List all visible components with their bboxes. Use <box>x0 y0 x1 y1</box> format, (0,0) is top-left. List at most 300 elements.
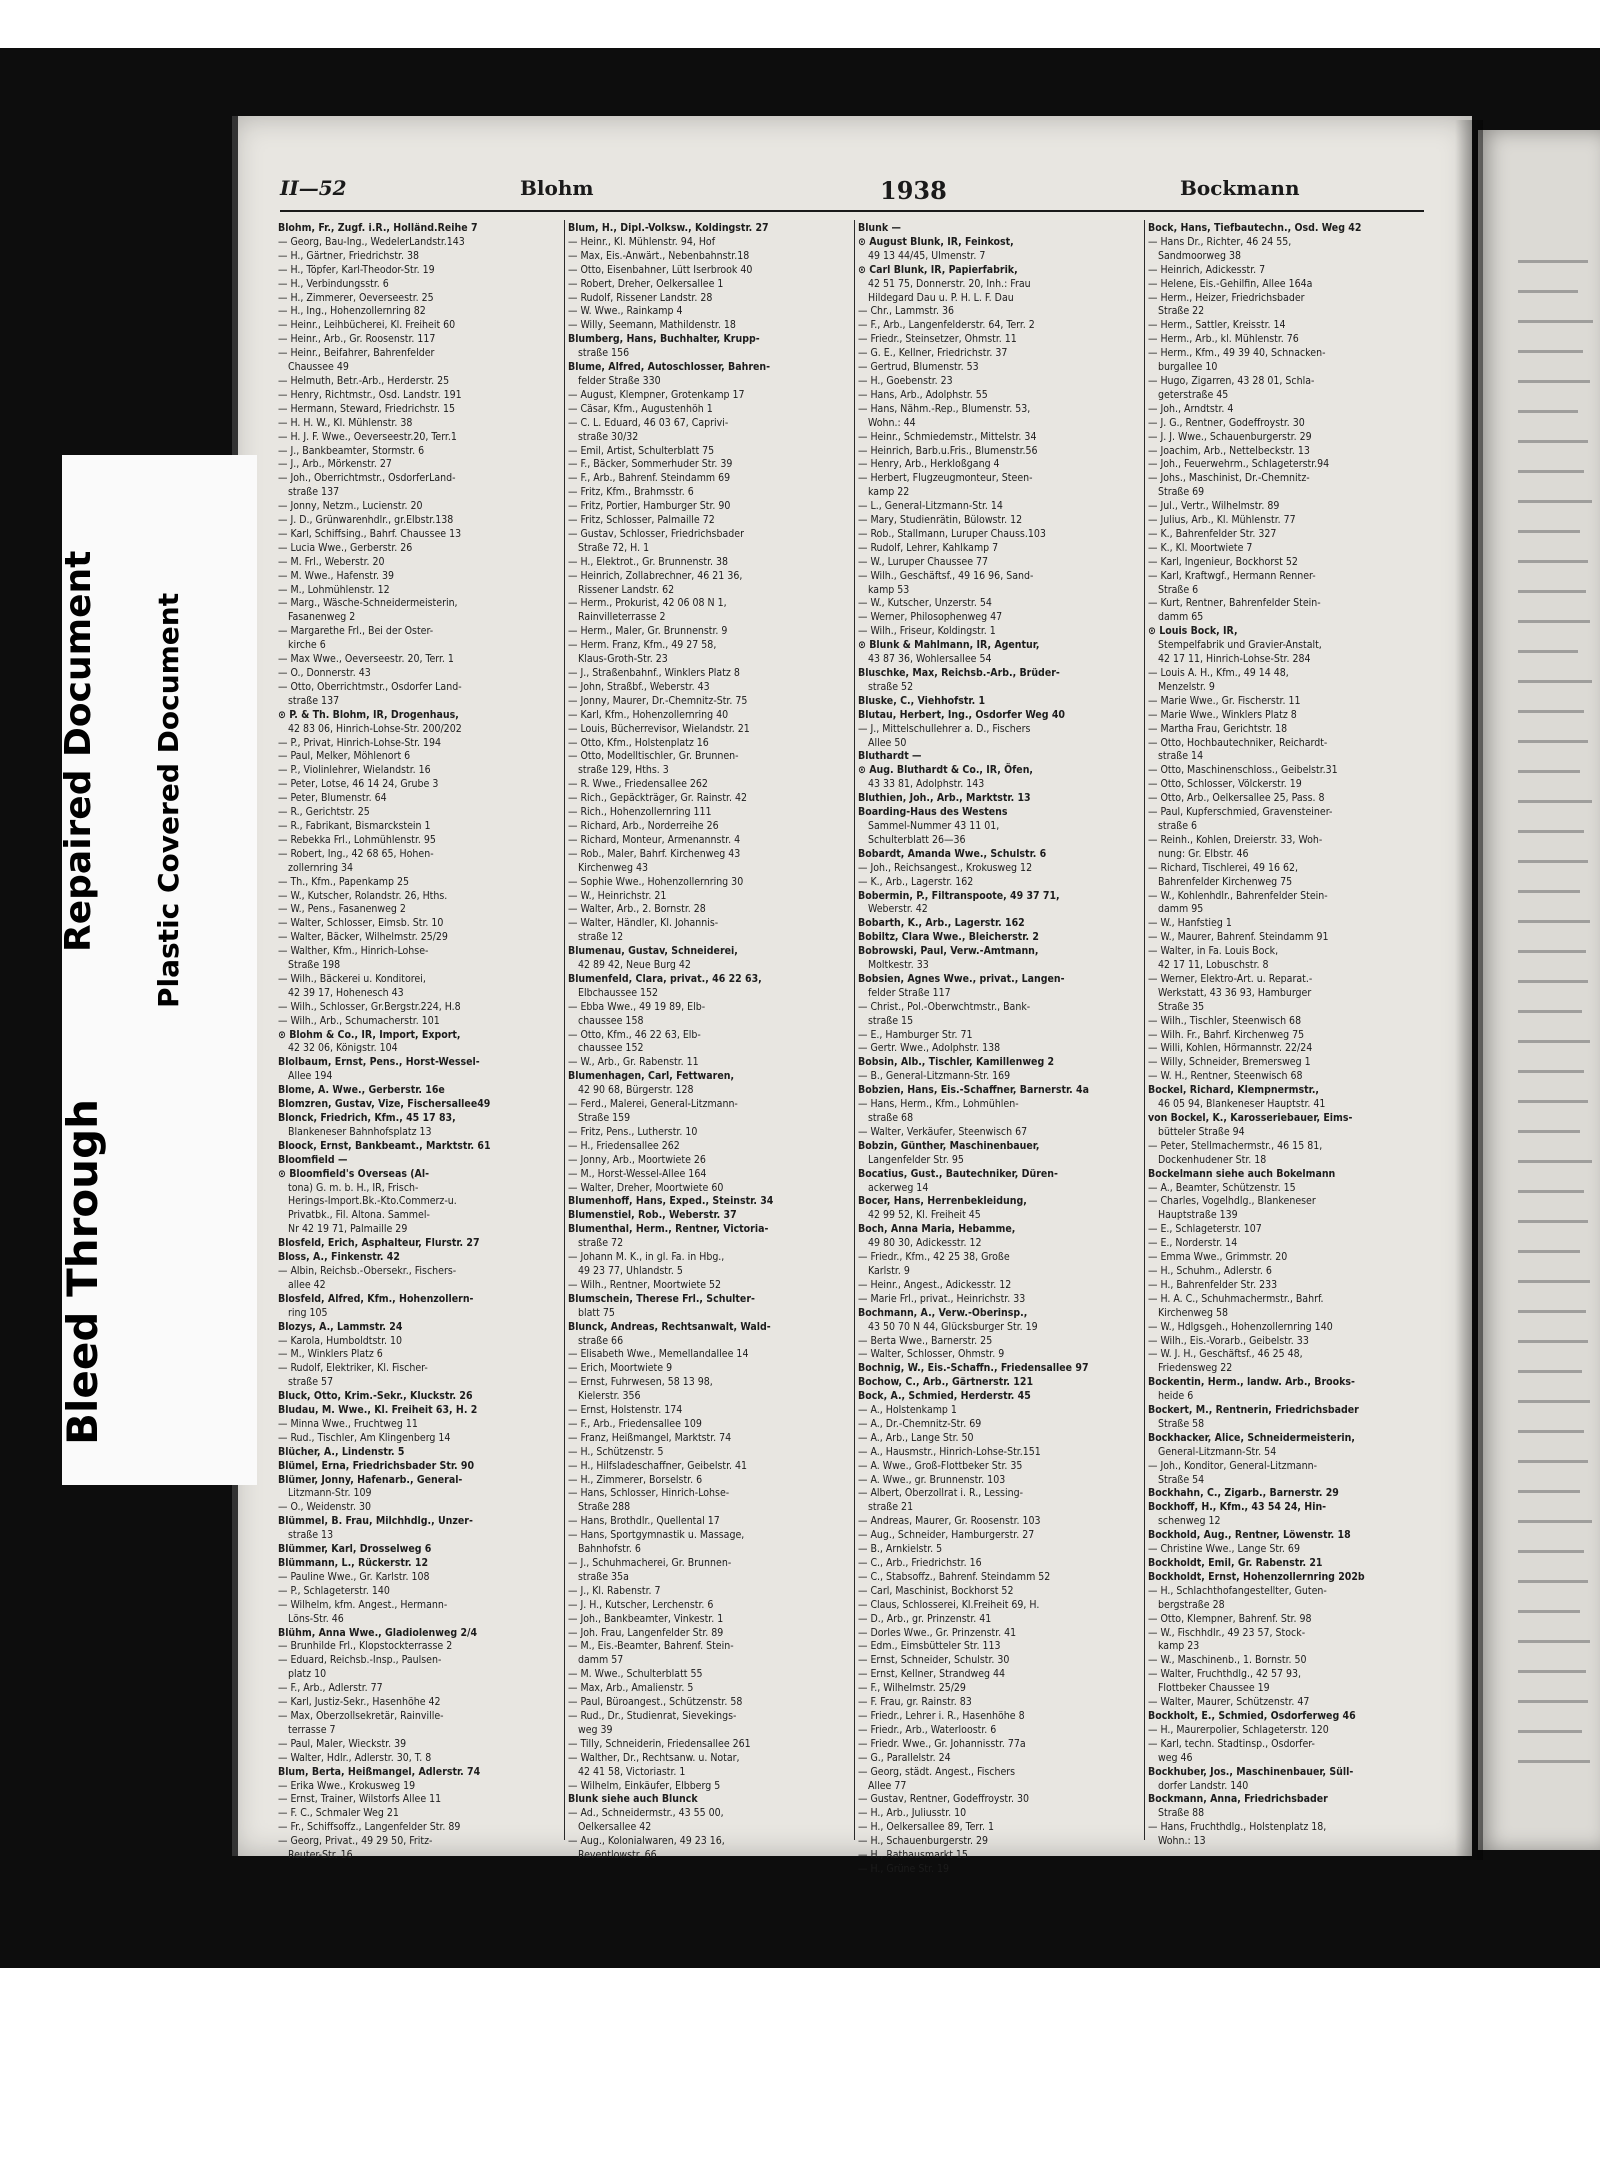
directory-entry: Bahnhofstr. 6 <box>578 1543 641 1556</box>
directory-entry: Straße 159 <box>578 1112 631 1124</box>
directory-entry: — Erich, Moortwiete 9 <box>568 1362 673 1375</box>
directory-entry: — W., Kutscher, Rolandstr. 26, Hths. <box>278 889 448 902</box>
directory-entry: — Claus, Schlosserei, Kl.Freiheit 69, H. <box>858 1598 1040 1611</box>
directory-entry: — Fritz, Portier, Hamburger Str. 90 <box>568 500 731 513</box>
directory-entry: — Walter, Hdlr., Adlerstr. 30, T. 8 <box>278 1751 432 1764</box>
directory-entry: — G. E., Kellner, Friedrichstr. 37 <box>858 347 1008 360</box>
directory-entry: Bloomfield — <box>278 1153 348 1166</box>
directory-entry: Blücher, A., Lindenstr. 5 <box>278 1445 405 1458</box>
directory-entry: straße 137 <box>288 486 340 499</box>
directory-entry: 42 83 06, Hinrich-Lohse-Str. 200/202 <box>288 722 462 735</box>
directory-entry: Bobermin, P., Filtranspoote, 49 37 71, <box>858 889 1060 902</box>
directory-entry: Hildegard Dau u. P. H. L. F. Dau <box>868 291 1014 304</box>
directory-entry: — Wilh., Tischler, Steenwisch 68 <box>1148 1014 1302 1027</box>
directory-entry: damm 95 <box>1158 903 1204 916</box>
directory-entry: — Herm., Arb., kl. Mühlenstr. 76 <box>1148 333 1299 346</box>
directory-entry: — Max, Arb., Amalienstr. 5 <box>568 1682 694 1695</box>
directory-entry: Klaus-Groth-Str. 23 <box>578 653 668 666</box>
directory-entry: straße 57 <box>288 1376 334 1389</box>
directory-entry: — W., Hanfstieg 1 <box>1148 917 1232 930</box>
directory-entry: — H., Zimmerer, Borselstr. 6 <box>568 1473 703 1486</box>
directory-entry: — Willy, Schneider, Bremersweg 1 <box>1148 1056 1311 1069</box>
directory-entry: Blumenhagen, Carl, Fettwaren, <box>568 1070 735 1083</box>
directory-entry: Blunk — <box>858 222 901 234</box>
plastic-covered-label: Plastic Covered Document <box>152 592 185 1008</box>
directory-entry: — Johann M. K., in gl. Fa. in Hbg., <box>568 1251 725 1264</box>
directory-entry: Blunck, Andreas, Rechtsanwalt, Wald- <box>568 1320 771 1333</box>
directory-entry: — Henry, Richtmstr., Osd. Landstr. 191 <box>278 388 462 401</box>
directory-entry: — Joh., Reichsangest., Krokusweg 12 <box>858 861 1033 874</box>
directory-entry: Blolbaum, Ernst, Pens., Horst-Wessel- <box>278 1056 480 1069</box>
directory-entry: straße 156 <box>578 347 630 360</box>
directory-entry: Blozys, A., Lammstr. 24 <box>278 1320 403 1333</box>
directory-entry: — H., Schlachthofangestellter, Guten- <box>1148 1584 1327 1597</box>
directory-entry: — W., Kutscher, Unzerstr. 54 <box>858 597 992 610</box>
directory-entry: — Willi, Kohlen, Hörmannstr. 22/24 <box>1148 1042 1313 1055</box>
directory-entry: 42 51 75, Donnerstr. 20, Inh.: Frau <box>868 277 1031 290</box>
directory-entry: — Tilly, Schneiderin, Friedensallee 261 <box>568 1737 751 1750</box>
directory-entry: — F., Arb., Adlerstr. 77 <box>278 1682 383 1695</box>
directory-entry: Moltkestr. 33 <box>868 959 929 972</box>
directory-entry: — F., Wilhelmstr. 25/29 <box>858 1682 966 1695</box>
directory-entry: — Paul, Kupferschmied, Gravensteiner- <box>1148 806 1333 819</box>
directory-entry: — F., Arb., Bahrenf. Steindamm 69 <box>568 472 731 485</box>
directory-entry: — H., Schuhm., Adlerstr. 6 <box>1148 1264 1272 1277</box>
directory-entry: Straße 35 <box>1158 1000 1205 1013</box>
directory-entry: — M., Eis.-Beamter, Bahrenf. Stein- <box>568 1640 734 1653</box>
directory-entry: — Gertr. Wwe., Adolphstr. 138 <box>858 1042 1001 1055</box>
directory-entry: — Karl, Kfm., Hohenzollernring 40 <box>568 708 729 721</box>
directory-entry: — H. J. F. Wwe., Oeverseestr.20, Terr.1 <box>278 430 457 443</box>
directory-entry: burgallee 10 <box>1158 361 1218 374</box>
directory-entry: terrasse 7 <box>288 1723 336 1736</box>
directory-entry: — Otto, Arb., Oelkersallee 25, Pass. 8 <box>1148 792 1325 805</box>
directory-entry: — Hans, Herm., Kfm., Lohmühlen- <box>858 1098 1019 1111</box>
directory-entry: — Otto, Modelltischler, Gr. Brunnen- <box>568 750 739 763</box>
directory-entry: — Otto, Kfm., 46 22 63, Elb- <box>568 1028 701 1041</box>
directory-entry: — C., Stabsoffz., Bahrenf. Steindamm 52 <box>858 1570 1051 1583</box>
directory-entry: — Heinr., Kl. Mühlenstr. 94, Hof <box>568 235 716 248</box>
page-number: II—52 <box>280 176 347 200</box>
directory-entry: — H., Goebenstr. 23 <box>858 374 953 387</box>
directory-entry: chaussee 158 <box>578 1014 644 1027</box>
directory-entry: Langenfelder Str. 95 <box>868 1153 964 1166</box>
directory-entry: — Marie Wwe., Winklers Platz 8 <box>1148 708 1297 721</box>
directory-entry: 42 17 11, Hinrich-Lohse-Str. 284 <box>1158 653 1311 666</box>
directory-entry: — W., Heinrichstr. 21 <box>568 889 667 902</box>
directory-entry: ackerweg 14 <box>868 1181 929 1194</box>
directory-entry: Blumenthal, Herm., Rentner, Victoria- <box>568 1223 769 1236</box>
directory-entry: Boarding-Haus des Westens <box>858 806 1008 819</box>
left-running-head: Blohm <box>520 176 594 200</box>
directory-entry: — Rob., Stallmann, Luruper Chauss.103 <box>858 527 1046 540</box>
directory-entry: — Otto, Eisenbahner, Lütt Iserbrook 40 <box>568 263 753 276</box>
directory-entry: blatt 75 <box>578 1306 615 1319</box>
directory-entry: dorfer Landstr. 140 <box>1158 1779 1249 1792</box>
directory-entry: Straße 88 <box>1158 1807 1205 1820</box>
directory-entry: Löns-Str. 46 <box>288 1612 344 1625</box>
directory-entry: — Dorles Wwe., Gr. Prinzenstr. 41 <box>858 1626 1017 1639</box>
directory-entry: — Rud., Dr., Studienrat, Sievekings- <box>568 1709 737 1722</box>
directory-entry: — Willy, Seemann, Mathildenstr. 18 <box>568 319 736 332</box>
directory-entry: straße 66 <box>578 1334 624 1347</box>
directory-entry: — Wilh., Geschäftsf., 49 16 96, Sand- <box>858 569 1034 582</box>
directory-entry: — Kurt, Rentner, Bahrenfelder Stein- <box>1148 597 1321 610</box>
directory-entry: — Pauline Wwe., Gr. Karlstr. 108 <box>278 1570 430 1583</box>
directory-entry: — Rob., Maler, Bahrf. Kirchenweg 43 <box>568 847 741 860</box>
directory-entry: — J. H., Kutscher, Lerchenstr. 6 <box>568 1598 714 1611</box>
directory-entry: — Fritz, Schlosser, Palmaille 72 <box>568 514 715 527</box>
directory-entry: geterstraße 45 <box>1158 388 1229 401</box>
directory-entry: platz 10 <box>288 1668 327 1681</box>
directory-entry: — Eduard, Reichsb.-Insp., Paulsen- <box>278 1654 442 1667</box>
directory-entry: straße 72 <box>578 1237 624 1250</box>
directory-entry: — Louis A. H., Kfm., 49 14 48, <box>1148 667 1289 679</box>
directory-entry: Chaussee 49 <box>288 361 349 374</box>
directory-entry: straße 14 <box>1158 750 1204 763</box>
directory-entry: — B., Arnkielstr. 5 <box>858 1543 943 1556</box>
directory-entry: — Richard, Arb., Norderreihe 26 <box>568 819 719 832</box>
directory-entry: — Ferd., Malerei, General-Litzmann- <box>568 1098 738 1111</box>
directory-entry: — Otto, Kfm., Holstenplatz 16 <box>568 736 709 749</box>
directory-entry: — H., Grüne Str. 19 <box>858 1862 949 1875</box>
directory-entry: — Werner, Philosophenweg 47 <box>858 611 1003 624</box>
directory-entry: Bobsin, Alb., Tischler, Kamillenweg 2 <box>858 1056 1055 1069</box>
directory-entry: — Charles, Vogelhdlg., Blankeneser <box>1148 1195 1316 1208</box>
directory-entry: — A., Holstenkamp 1 <box>858 1404 957 1417</box>
directory-entry: — Walter, Maurer, Schützenstr. 47 <box>1148 1696 1310 1709</box>
directory-entry: ⊙ Carl Blunk, IR, Papierfabrik, <box>858 263 1018 276</box>
directory-entry: — Walter, Verkäufer, Steenwisch 67 <box>858 1125 1028 1138</box>
directory-entry: — Reinh., Kohlen, Dreierstr. 33, Woh- <box>1148 833 1323 846</box>
directory-entry: Bochmann, A., Verw.-Oberinsp., <box>858 1306 1028 1319</box>
directory-entry: — A. Wwe., Groß-Flottbeker Str. 35 <box>858 1459 1023 1472</box>
directory-entry: — Ernst, Holstenstr. 174 <box>568 1404 683 1417</box>
directory-entry: Blosfeld, Erich, Asphalteur, Flurstr. 27 <box>278 1237 480 1250</box>
directory-entry: — Otto, Oberrichtmstr., Osdorfer Land- <box>278 680 462 693</box>
directory-entry: — Hans, Schlosser, Hinrich-Lohse- <box>568 1487 730 1500</box>
directory-entry: — Albert, Oberzollrat i. R., Lessing- <box>858 1487 1023 1500</box>
directory-entry: Boch, Anna Maria, Hebamme, <box>858 1223 1016 1236</box>
directory-entry: Blümer, Jonny, Hafenarb., General- <box>278 1473 463 1486</box>
directory-entry: kamp 53 <box>868 583 910 596</box>
directory-entry: Oelkersallee 42 <box>578 1821 652 1834</box>
directory-entry: Kielerstr. 356 <box>578 1390 641 1403</box>
directory-entry: — W., Maurer, Bahrenf. Steindamm 91 <box>1148 931 1329 944</box>
directory-entry: — Ernst, Schneider, Schulstr. 30 <box>858 1654 1010 1667</box>
directory-entry: — Andreas, Maurer, Gr. Roosenstr. 103 <box>858 1515 1041 1528</box>
directory-entry: — H., Elektrot., Gr. Brunnenstr. 38 <box>568 555 728 568</box>
directory-entry: Blühm, Anna Wwe., Gladiolenweg 2/4 <box>278 1626 478 1639</box>
directory-entry: Bluschke, Max, Reichsb.-Arb., Brüder- <box>858 667 1060 679</box>
directory-entry: — F., Arb., Friedensallee 109 <box>568 1417 702 1430</box>
directory-entry: — Lucia Wwe., Gerberstr. 26 <box>278 541 413 554</box>
directory-entry: Blumberg, Hans, Buchhalter, Krupp- <box>568 333 760 346</box>
directory-entry: — Walter, Schlosser, Eimsb. Str. 10 <box>278 917 444 930</box>
directory-entry: 49 80 30, Adickesstr. 12 <box>868 1237 982 1250</box>
directory-entry: — L., General-Litzmann-Str. 14 <box>858 500 1003 513</box>
directory-entry: — Walther, Kfm., Hinrich-Lohse- <box>278 945 429 958</box>
directory-entry: — H., Töpfer, Karl-Theodor-Str. 19 <box>278 263 435 276</box>
directory-entry: — Heinrich, Zollabrechner, 46 21 36, <box>568 569 743 582</box>
directory-entry: — Paul, Büroangest., Schützenstr. 58 <box>568 1696 743 1709</box>
directory-entry: — Joh., Arndtstr. 4 <box>1148 402 1234 415</box>
directory-entry: — P., Privat, Hinrich-Lohse-Str. 194 <box>278 736 442 749</box>
directory-entry: — R., Fabrikant, Bismarckstein 1 <box>278 819 431 832</box>
directory-entry: — Wilh., Friseur, Koldingstr. 1 <box>858 625 996 638</box>
directory-entry: Bobiltz, Clara Wwe., Bleicherstr. 2 <box>858 931 1039 944</box>
directory-entry: allee 42 <box>288 1278 326 1291</box>
directory-entry: Litzmann-Str. 109 <box>288 1487 372 1500</box>
directory-entry: — Gustav, Schlosser, Friedrichsbader <box>568 527 744 540</box>
directory-entry: — Herm. Franz, Kfm., 49 27 58, <box>568 639 717 652</box>
directory-entry: — H., Schauenburgerstr. 29 <box>858 1835 989 1848</box>
directory-entry: straße 6 <box>1158 819 1198 832</box>
directory-entry: — John, Straßbf., Weberstr. 43 <box>568 680 710 693</box>
directory-entry: Blumenau, Gustav, Schneiderei, <box>568 945 738 958</box>
directory-entry: kamp 23 <box>1158 1640 1200 1653</box>
directory-entry: Bockert, M., Rentnerin, Friedrichsbader <box>1148 1404 1359 1417</box>
directory-entry: — Ebba Wwe., 49 19 89, Elb- <box>568 1000 706 1013</box>
directory-entry: Dockenhudener Str. 18 <box>1158 1153 1267 1166</box>
directory-entry: — Heinr., Angest., Adickesstr. 12 <box>858 1278 1012 1291</box>
directory-entry: Bobarth, K., Arb., Lagerstr. 162 <box>858 917 1025 930</box>
directory-entry: — Marie Frl., privat., Heinrichstr. 33 <box>858 1292 1026 1305</box>
directory-entry: — Hugo, Zigarren, 43 28 01, Schla- <box>1148 374 1315 387</box>
directory-entry: — Fritz, Kfm., Brahmsstr. 6 <box>568 486 694 499</box>
directory-entry: Bloss, A., Finkenstr. 42 <box>278 1251 400 1264</box>
directory-entry: Allee 77 <box>868 1779 907 1792</box>
directory-entry: — Otto, Klempner, Bahrenf. Str. 98 <box>1148 1612 1312 1625</box>
directory-entry: — J., Arb., Mörkenstr. 27 <box>278 458 392 471</box>
directory-entry: Schulterblatt 26—36 <box>868 833 966 846</box>
directory-entry: — Friedr., Kfm., 42 25 38, Große <box>858 1251 1010 1264</box>
directory-entry: Bockholdt, Ernst, Hohenzollernring 202b <box>1148 1570 1365 1583</box>
directory-entry: — A., Arb., Lange Str. 50 <box>858 1431 974 1444</box>
directory-entry: — H., Maurerpolier, Schlageterstr. 120 <box>1148 1723 1329 1736</box>
directory-entry: — Martha Frau, Gerichtstr. 18 <box>1148 722 1288 735</box>
directory-entry: Straße 69 <box>1158 486 1205 499</box>
directory-entry: Blome, A. Wwe., Gerberstr. 16e <box>278 1084 445 1097</box>
directory-entry: — Robert, Dreher, Oelkersallee 1 <box>568 277 724 290</box>
directory-entry: — M. Frl., Weberstr. 20 <box>278 555 385 568</box>
directory-entry: — E., Norderstr. 14 <box>1148 1237 1238 1250</box>
directory-entry: 42 39 17, Hohenesch 43 <box>288 986 404 999</box>
directory-entry: — Margarethe Frl., Bei der Oster- <box>278 625 434 638</box>
directory-entry: kirche 6 <box>288 639 326 652</box>
directory-entry: Straße 6 <box>1158 583 1199 596</box>
directory-entry: weg 39 <box>578 1723 613 1736</box>
directory-entry: — Herm., Sattler, Kreisstr. 14 <box>1148 319 1286 332</box>
directory-entry: Friedensweg 22 <box>1158 1362 1233 1375</box>
directory-entry: Bockhold, Aug., Rentner, Löwenstr. 18 <box>1148 1529 1351 1542</box>
directory-entry: — Rich., Hohenzollernring 111 <box>568 806 712 819</box>
directory-entry: Blutau, Herbert, Ing., Osdorfer Weg 40 <box>858 708 1065 721</box>
directory-entry: 42 90 68, Bürgerstr. 128 <box>578 1084 694 1097</box>
directory-entry: — K., Arb., Lagerstr. 162 <box>858 875 974 888</box>
directory-entry: — Joh., Oberrichtmstr., OsdorferLand- <box>278 472 456 485</box>
directory-entry: — A., Dr.-Chemnitz-Str. 69 <box>858 1417 982 1430</box>
directory-entry: — Joh., Konditor, General-Litzmann- <box>1148 1459 1317 1472</box>
directory-entry: Blunk siehe auch Blunck <box>568 1793 698 1806</box>
directory-entry: Straße 22 <box>1158 305 1205 318</box>
directory-entry: — Franz, Heißmangel, Marktstr. 74 <box>568 1431 732 1444</box>
directory-entry: Bobzin, Günther, Maschinenbauer, <box>858 1139 1040 1152</box>
directory-entry: Straße 58 <box>1158 1417 1205 1430</box>
directory-entry: Wohn.: 44 <box>868 416 916 429</box>
directory-entry: — Rudolf, Lehrer, Kahlkamp 7 <box>858 541 999 554</box>
directory-entry: — W., Fischhdlr., 49 23 57, Stock- <box>1148 1626 1306 1639</box>
directory-entry: — Fritz, Pens., Lutherstr. 10 <box>568 1125 698 1138</box>
directory-entry: — Heinr., Schmiedemstr., Mittelstr. 34 <box>858 430 1037 443</box>
directory-entry: — Peter, Stellmachermstr., 46 15 81, <box>1148 1139 1323 1152</box>
directory-entry: 43 87 36, Wohlersallee 54 <box>868 653 992 666</box>
directory-entry: ⊙ P. & Th. Blohm, IR, Drogenhaus, <box>278 708 459 721</box>
directory-entry: Bockmann, Anna, Friedrichsbader <box>1148 1793 1328 1806</box>
directory-entry: — R., Gerichtstr. 25 <box>278 806 370 819</box>
directory-entry: — Karl, Schiffsing., Bahrf. Chaussee 13 <box>278 527 462 540</box>
directory-entry: — Karl, Ingenieur, Bockhorst 52 <box>1148 555 1298 568</box>
directory-entry: — Gertrud, Blumenstr. 53 <box>858 361 979 374</box>
directory-entry: Blum, H., Dipl.-Volksw., Koldingstr. 27 <box>568 222 769 234</box>
directory-entry: — Rud., Tischler, Am Klingenberg 14 <box>278 1431 451 1444</box>
directory-entry: — Henry, Arb., Herkloßgang 4 <box>858 458 1000 471</box>
directory-entry: Hauptstraße 139 <box>1158 1209 1238 1222</box>
directory-entry: Blum, Berta, Heißmangel, Adlerstr. 74 <box>278 1765 481 1778</box>
directory-entry: — F. C., Schmaler Weg 21 <box>278 1807 399 1820</box>
directory-entry: Blonck, Friedrich, Kfm., 45 17 83, <box>278 1112 456 1124</box>
directory-entry: — K., Bahrenfelder Str. 327 <box>1148 527 1277 540</box>
directory-entry: felder Straße 330 <box>578 374 661 387</box>
directory-entry: — Ernst, Trainer, Wilstorfs Allee 11 <box>278 1793 442 1806</box>
directory-entry: Blümel, Erna, Friedrichsbader Str. 90 <box>278 1459 475 1472</box>
directory-entry: Rainvilleterrasse 2 <box>578 611 666 624</box>
directory-entry: ⊙ Louis Bock, IR, <box>1148 625 1238 638</box>
directory-entry: — F., Bäcker, Sommerhuder Str. 39 <box>568 458 733 471</box>
directory-entry: — J. D., Grünwarenhdlr., gr.Elbstr.138 <box>278 514 454 527</box>
directory-entry: Blosfeld, Alfred, Kfm., Hohenzollern- <box>278 1292 474 1305</box>
directory-entry: — Jonny, Netzm., Lucienstr. 20 <box>278 500 423 513</box>
directory-entry: — J., Kl. Rabenstr. 7 <box>568 1584 661 1597</box>
directory-entry: — Jonny, Maurer, Dr.-Chemnitz-Str. 75 <box>568 694 748 707</box>
directory-entry: — Heinrich, Barb.u.Fris., Blumenstr.56 <box>858 444 1038 457</box>
directory-entry: — Georg, Privat., 49 29 50, Fritz- <box>278 1835 433 1848</box>
directory-entry: — H., Friedensallee 262 <box>568 1139 680 1152</box>
directory-entry: — O., Donnerstr. 43 <box>278 667 371 679</box>
directory-entry: Bock, A., Schmied, Herderstr. 45 <box>858 1390 1031 1403</box>
directory-entry: — Hans, Nähm.-Rep., Blumenstr. 53, <box>858 402 1031 415</box>
directory-entry: straße 68 <box>868 1112 914 1124</box>
directory-entry: — H., Zimmerer, Oeverseestr. 25 <box>278 291 434 304</box>
directory-entry: — Herbert, Flugzeugmonteur, Steen- <box>858 472 1033 485</box>
directory-entry: Reventlowstr. 66 <box>578 1849 657 1862</box>
directory-entry: — Brunhilde Frl., Klopstockterrasse 2 <box>278 1640 453 1653</box>
directory-entry: straße 52 <box>868 680 914 693</box>
directory-entry: Bobrowski, Paul, Verw.-Amtmann, <box>858 945 1039 958</box>
directory-entry: Bluthien, Joh., Arb., Marktstr. 13 <box>858 792 1031 805</box>
directory-entry: — H. A. C., Schuhmachermstr., Bahrf. <box>1148 1292 1324 1305</box>
directory-entry: Herings-Import.Bk.-Kto.Commerz-u. <box>288 1195 457 1208</box>
directory-entry: — Georg, Bau-Ing., WedelerLandstr.143 <box>278 235 465 248</box>
directory-entry: — H., Gärtner, Friedrichstr. 38 <box>278 249 419 262</box>
directory-entry: Blumenstiel, Rob., Weberstr. 37 <box>568 1209 737 1222</box>
directory-entry: — Elisabeth Wwe., Memellandallee 14 <box>568 1348 749 1361</box>
directory-entry: weg 46 <box>1158 1751 1193 1764</box>
directory-entry: ⊙ Bloomfield's Overseas (Al- <box>278 1167 430 1180</box>
directory-entry: Elbchaussee 152 <box>578 986 659 999</box>
directory-entry: — Richard, Monteur, Armenannstr. 4 <box>568 833 741 846</box>
directory-entry: — Wilhelm, kfm. Angest., Hermann- <box>278 1598 448 1611</box>
directory-entry: — Walter, in Fa. Louis Bock, <box>1148 945 1279 958</box>
directory-entry: Bock, Hans, Tiefbautechn., Osd. Weg 42 <box>1148 222 1362 234</box>
directory-entry: — A. Wwe., gr. Brunnenstr. 103 <box>858 1473 1006 1486</box>
directory-entry: straße 129, Hths. 3 <box>578 764 669 777</box>
directory-entry: Sammel-Nummer 43 11 01, <box>868 819 1000 832</box>
directory-entry: kamp 22 <box>868 486 910 499</box>
directory-entry: — Joachim, Arb., Nettelbeckstr. 13 <box>1148 444 1310 457</box>
directory-entry: — F., Arb., Langenfelderstr. 64, Terr. 2 <box>858 319 1035 332</box>
directory-entry: — Mary, Studienrätin, Bülowstr. 12 <box>858 514 1023 527</box>
directory-entry: — Rebekka Frl., Lohmühlenstr. 95 <box>278 833 436 846</box>
directory-entry: — Walter, Bäcker, Wilhelmstr. 25/29 <box>278 931 448 944</box>
directory-entry: tona) G. m. b. H., IR, Frisch- <box>288 1181 419 1194</box>
directory-entry: — H. H. W., Kl. Mühlenstr. 38 <box>278 416 413 429</box>
directory-entry: — Edm., Eimsbütteler Str. 113 <box>858 1640 1001 1653</box>
directory-entry: Straße 54 <box>1158 1473 1205 1486</box>
directory-entry: — K., Kl. Moortwiete 7 <box>1148 541 1253 554</box>
directory-entry: Bockhoff, H., Kfm., 43 54 24, Hin- <box>1148 1501 1327 1514</box>
directory-entry: — D., Arb., gr. Prinzenstr. 41 <box>858 1612 992 1625</box>
directory-entry: Bochnig, W., Eis.-Schaffn., Friedensallee 97 <box>858 1362 1089 1375</box>
directory-entry: Bockhacker, Alice, Schneidermeisterin, <box>1148 1431 1355 1444</box>
directory-entry: — Hans, Brothdlr., Quellental 17 <box>568 1515 720 1528</box>
directory-entry: Flottbeker Chaussee 19 <box>1158 1682 1270 1695</box>
directory-entry: 43 33 81, Adolphstr. 143 <box>868 778 985 791</box>
directory-entry: Bobsien, Agnes Wwe., privat., Langen- <box>858 972 1065 985</box>
directory-entry: — Paul, Maler, Wieckstr. 39 <box>278 1737 407 1750</box>
directory-entry: — Jul., Vertr., Wilhelmstr. 89 <box>1148 500 1280 513</box>
directory-entry: — Hans, Sportgymnastik u. Massage, <box>568 1529 745 1542</box>
right-running-head: Bockmann <box>1180 176 1300 200</box>
directory-entry: Stempelfabrik und Gravier-Anstalt, <box>1158 639 1322 652</box>
directory-entry: — Helene, Eis.-Gehilfin, Allee 164a <box>1148 277 1313 290</box>
directory-entry: — Karl, Kraftwgf., Hermann Renner- <box>1148 569 1316 582</box>
directory-entry: Sandmoorweg 38 <box>1158 249 1241 262</box>
directory-entry: 42 41 58, Victoriastr. 1 <box>578 1765 686 1778</box>
directory-entry: Weberstr. 42 <box>868 903 928 916</box>
directory-entry: damm 65 <box>1158 611 1204 624</box>
directory-entry: — P., Schlageterstr. 140 <box>278 1584 390 1597</box>
directory-entry: 42 17 11, Lobuschstr. 8 <box>1158 959 1269 972</box>
directory-entry: — Albin, Reichsb.-Obersekr., Fischers- <box>278 1264 457 1277</box>
directory-entry: — Julius, Arb., Kl. Mühlenstr. 77 <box>1148 514 1296 527</box>
directory-entry: — Wilh., Arb., Schumacherstr. 101 <box>278 1014 440 1027</box>
directory-entry: — J., Mittelschullehrer a. D., Fischers <box>858 722 1031 735</box>
directory-entry: Bockel, Richard, Klempnermstr., <box>1148 1084 1320 1097</box>
directory-entry: Blümmann, L., Rückerstr. 12 <box>278 1557 429 1569</box>
directory-entry: — Joh. Frau, Langenfelder Str. 89 <box>568 1626 724 1639</box>
book-gutter-shadow <box>1455 120 1483 1860</box>
directory-entry: ⊙ Blunk & Mahlmann, IR, Agentur, <box>858 639 1040 652</box>
directory-entry: 49 13 44/45, Ulmenstr. 7 <box>868 249 986 262</box>
directory-entry: Bockentin, Herm., landw. Arb., Brooks- <box>1148 1376 1355 1389</box>
directory-entry: Blomzren, Gustav, Vize, Fischersallee49 <box>278 1098 491 1111</box>
directory-entry: Bahrenfelder Kirchenweg 75 <box>1158 875 1293 888</box>
directory-entry: — Herm., Maler, Gr. Brunnenstr. 9 <box>568 625 728 638</box>
directory-entry: — Heinr., Leihbücherei, Kl. Freiheit 60 <box>278 319 456 332</box>
directory-entry: — Richard, Tischlerei, 49 16 62, <box>1148 861 1299 874</box>
directory-entry: Straße 198 <box>288 959 341 972</box>
